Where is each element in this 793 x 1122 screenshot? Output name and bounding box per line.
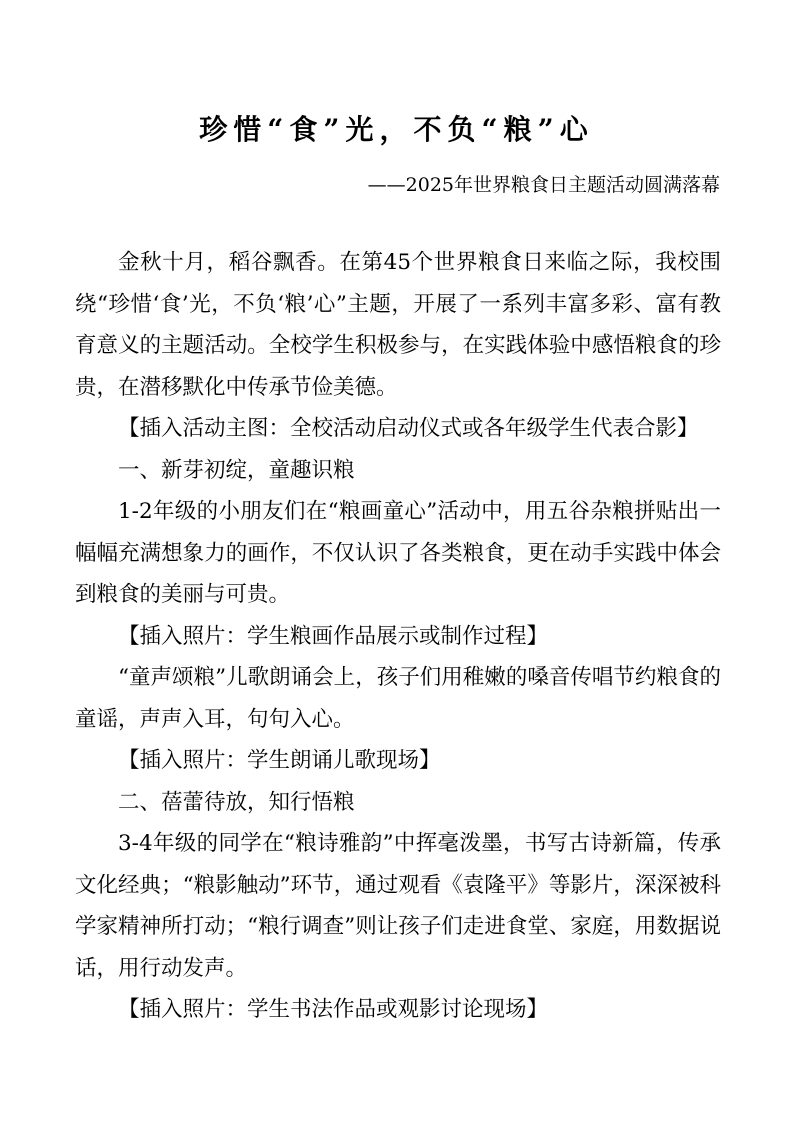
image-placeholder: 【插入照片：学生书法作品或观影讨论现场】: [118, 997, 549, 1022]
paragraph: “童声颂粮”儿歌朗诵会上，孩子们用稚嫩的嗓音传唱节约粮食的童谣，声声入耳，句句入心。: [75, 665, 721, 732]
paragraph: 3-4年级的同学在“粮诗雅韵”中挥毫泼墨，书写古诗新篇，传承文化经典；“粮影触动”环节，通过观看《袁隆平》等影片，深深被科学家精神所打动；“粮行调查”则让孩子们走进食堂、家庭，用数据说话，用行动发声。: [75, 831, 721, 981]
image-placeholder-main: 【插入活动主图：全校活动启动仪式或各年级学生代表合影】: [118, 416, 699, 441]
image-placeholder: 【插入照片：学生朗诵儿歌现场】: [118, 748, 441, 773]
section-heading-1: 一、新芽初绽，童趣识粮: [118, 457, 355, 483]
intro-paragraph: 金秋十月，稻谷飘香。在第45个世界粮食日来临之际，我校围绕“珍惜‘食’光，不负‘粮’心”主题，开展了一系列丰富多彩、富有教育意义的主题活动。全校学生积极参与，在实践体验中感悟粮食的珍贵，在潜移默化中传承节俭美德。: [75, 250, 721, 400]
document-subtitle: ——2025年世界粮食日主题活动圆满落幕: [367, 174, 720, 196]
document-title: 珍惜“食”光，不负“粮”心: [199, 113, 594, 146]
image-placeholder: 【插入照片：学生粮画作品展示或制作过程】: [118, 623, 549, 649]
document-body: [75, 242, 721, 1031]
paragraph: 1-2年级的小朋友们在“粮画童心”活动中，用五谷杂粮拼贴出一幅幅充满想象力的画作，不仅认识了各类粮食，更在动手实践中体会到粮食的美丽与可贵。: [75, 499, 721, 607]
section-heading-2: 二、蓓蕾待放，知行悟粮: [118, 789, 355, 815]
